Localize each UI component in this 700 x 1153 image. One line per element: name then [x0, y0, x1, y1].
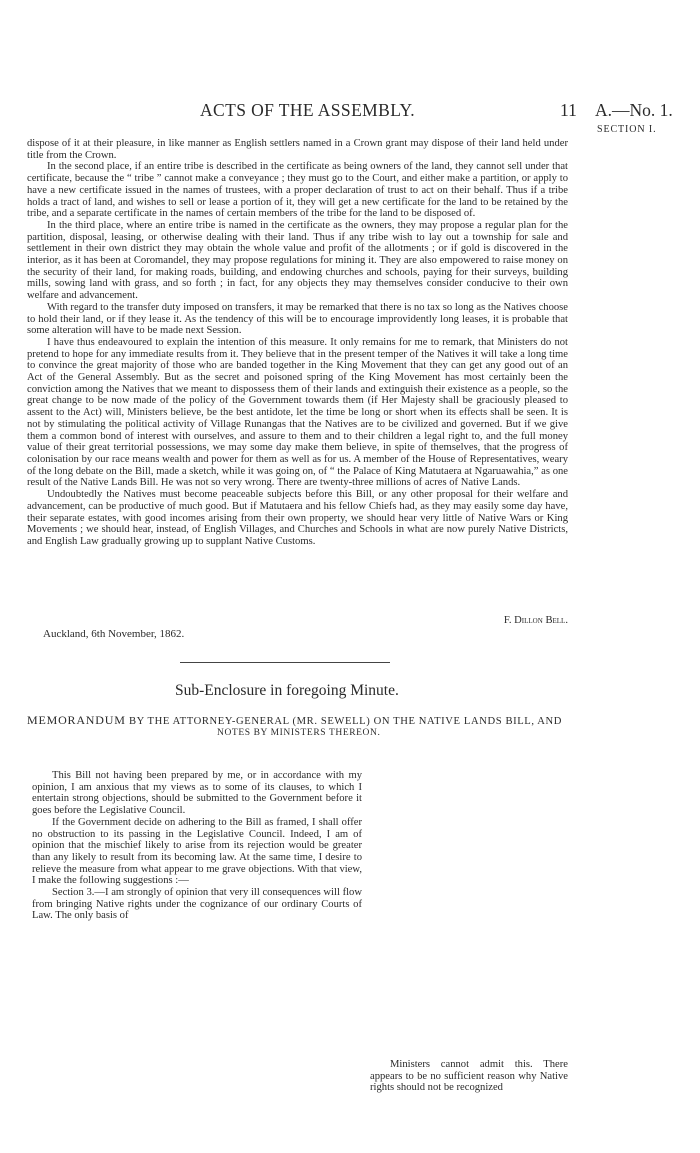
memo-paragraph: This Bill not having been prepared by me, or in accordance with my opinion, I am anxious that my views as to some of its clauses, to which I entertain strong objections, should be submitted to the Government before it goes before the Legislative Council.: [32, 770, 362, 817]
memorandum-word: MEMORANDUM: [27, 713, 126, 727]
running-header-title: ACTS OF THE ASSEMBLY.: [200, 100, 416, 120]
place-date-line: Auckland, 6th November, 1862.: [43, 628, 185, 640]
section-label: SECTION I.: [597, 124, 657, 135]
signature: F. Dillon Bell.: [503, 615, 568, 626]
ministers-notes-column: [370, 1059, 568, 1094]
memorandum-subtitle: NOTES BY MINISTERS THEREON.: [217, 728, 381, 738]
section-divider: [180, 662, 390, 663]
memorandum-title-rest: BY THE ATTORNEY-GENERAL (MR. SEWELL) ON THE NATIVE LANDS BILL, AND: [128, 716, 563, 727]
memo-paragraph: Section 3.—I am strongly of opinion that very ill consequences will flow from bringing Native rights under the cognizance of our ordinary Courts of Law. The only basis of: [32, 887, 362, 922]
sub-enclosure-heading: Sub-Enclosure in foregoing Minute.: [175, 682, 399, 699]
body-paragraph: I have thus endeavoured to explain the intention of this measure. It only remains for me to remark, that Ministers do not pretend to hope for any immediate results from it. They believe that in the present temper of the Natives it will take a long time to convince the great majority of those who are banded together in the King Movement that they can get any good out of an Act of the General Assembly. But as the secret and poisoned spring of the King Movement has most certainly been the conviction among the Natives that we meant to dispossess them of their lands and extinguish their existence as a people, so the great change to be now made of the policy of the Government towards them (if Her Majesty shall be graciously pleased to assent to the Act) will, Ministers believe, be the best antidote, let the time be long or short when its effects shall be seen. It is not by stimulating the political activity of Village Runangas that the Natives are to be civilized and governed. But if we give them a common bond of interest with ourselves, and assure to them and to their children a legal right to, and the full money value of their great territorial possessions, we may some day make them believe, in spite of themselves, that the progress of colonisation by our race means wealth and power for them as well as for us. A member of the House of Representatives, weary of the long debate on the Bill, made a sketch, while it was going on, of “ the Palace of King Matutaera at Ngaruawahia,” as one result of the Native Lands Bill. He was not so very wrong. There are twenty-three millions of acres of Native Lands.: [27, 336, 568, 489]
memorandum-title: [27, 713, 568, 728]
document-reference: A.—No. 1.: [595, 100, 673, 120]
body-paragraph: In the third place, where an entire tribe is named in the certificate as the owners, they may propose a regular plan for the partition, disposal, leasing, or otherwise dealing with their land. Thus if any tribe wish to lay out a township for sale and settlement in their own district they may obtain the whole value and profit of the allotments ; or if gold is discovered in the interior, as it has been at Coromandel, they may propose regulations for mining it. They are also empowered to raise money on the security of their land, for making roads, building, and endowing churches and schools, paying for their surveys, building mills, sowing land with grass, and so forth ; in fact, for any objects they may themselves consider conducive to their own welfare and advancement.: [27, 219, 568, 302]
body-paragraph: Undoubtedly the Natives must become peaceable subjects before this Bill, or any other proposal for their welfare and advancement, can be productive of much good. But if Matutaera and his fellow Chiefs had, as they may easily some day have, their separate estates, with good incomes arising from their own property, we should hear very little of Native Wars or King Movements ; we should hear, instead, of English Villages, and Churches and Schools in what are now purely Native Districts, and English Law gradually growing up to supplant Native Customs.: [27, 489, 568, 547]
memorandum-left-column: [32, 770, 362, 922]
page-number: 11: [560, 100, 577, 120]
ministers-note: Ministers cannot admit this. There appears to be no sufficient reason why Native rights should not be recognized: [370, 1059, 568, 1094]
body-paragraph: In the second place, if an entire tribe is described in the certificate as being owners of the land, they cannot sell under that certificate, because the “ tribe ” cannot make a conveyance ; they must go to the Court, and either make a partition, or apply to have a new certificate issued in the names of trustees, with a proper declaration of trust to act on their behalf. Thus if a tribe holds a tract of land, and wishes to sell or lease a portion of it, they will get a new certificate for the land to be retained by the tribe, and a separate certificate in the names of certain members of the tribe for the land to be disposed of.: [27, 161, 568, 220]
body-paragraph: dispose of it at their pleasure, in like manner as English settlers named in a Crown grant may dispose of their land held under title from the Crown.: [27, 138, 568, 161]
body-paragraph: With regard to the transfer duty imposed on transfers, it may be remarked that there is no tax so long as the Natives choose to hold their land, or if they lease it. As the tendency of this will be to encourage improvidently long leases, it is probable that some alteration will have to be made next Session.: [27, 301, 568, 337]
memo-paragraph: If the Government decide on adhering to the Bill as framed, I shall offer no obstruction to its passing in the Legislative Council. Indeed, I am of opinion that the mischief likely to arise from its rejection would be greater than any likely to result from its becoming law. At the same time, I desire to relieve the measure from what appear to me grave objections. With that view, I make the following suggestions :—: [32, 816, 362, 887]
minute-body: [27, 138, 568, 548]
